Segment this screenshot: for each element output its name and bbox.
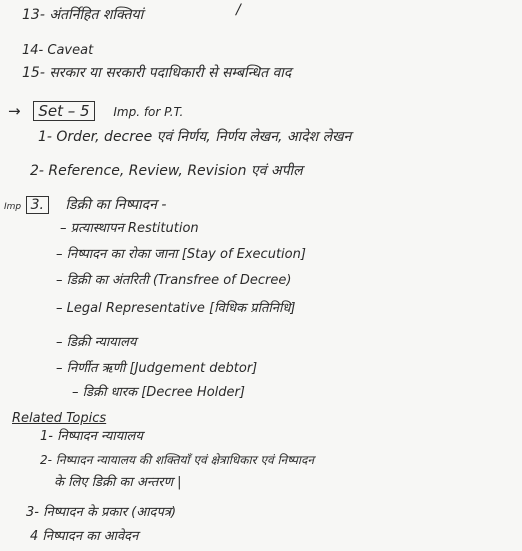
imp-for-pt-note: Imp. for P.T.	[113, 105, 184, 119]
item-3-box: 3.	[26, 196, 49, 214]
execution-subitem-stay: – निष्पादन का रोका जाना [Stay of Execution]	[56, 247, 306, 262]
set-5-box: Set – 5	[33, 101, 94, 121]
set-5-item-2: 2- Reference, Review, Revision एवं अपील	[30, 163, 303, 179]
decree-execution-title: डिक्री का निष्पादन -	[65, 197, 167, 213]
related-topics-heading: Related Topics	[12, 411, 107, 426]
item-15: 15- सरकार या सरकारी पदाधिकारी से सम्बन्धित वाद	[22, 65, 292, 81]
related-topic-2: 2- निष्पादन न्यायालय की शक्तियाँ एवं क्षेत्राधिकार एवं निष्पादन	[40, 453, 315, 467]
execution-subitem-transferee: – डिक्री का अंतरिती (Transfree of Decree)	[56, 273, 292, 288]
set-5-header	[8, 104, 183, 119]
execution-subitem-decree-holder: – डिक्री धारक [Decree Holder]	[72, 385, 245, 400]
set-5-item-3	[4, 198, 166, 212]
arrow-icon: →	[8, 102, 21, 120]
item-13: 13- अंतर्निहित शक्तियां	[22, 7, 144, 23]
related-topic-1: 1- निष्पादन न्यायालय	[40, 429, 143, 444]
pen-stroke-mark: /	[236, 2, 241, 18]
imp-mark: Imp	[4, 202, 22, 212]
related-topic-2-cont: के लिए डिक्री का अन्तरण |	[54, 475, 182, 490]
related-topic-4: 4 निष्पादन का आवेदन	[30, 529, 139, 544]
execution-subitem-judgement-debtor: – निर्णीत ऋणी [Judgement debtor]	[56, 361, 258, 376]
item-14: 14- Caveat	[22, 43, 94, 58]
execution-subitem-legal-rep: – Legal Representative [विधिक प्रतिनिधि]	[56, 301, 296, 316]
set-5-item-1: 1- Order, decree एवं निर्णय, निर्णय लेखन, आदेश लेखन	[38, 129, 352, 145]
execution-subitem-decree-court: – डिक्री न्यायालय	[56, 335, 137, 350]
related-topic-3: 3- निष्पादन के प्रकार (आदपत्र)	[26, 505, 177, 520]
execution-subitem-restitution: – प्रत्यास्थापन Restitution	[60, 221, 199, 236]
